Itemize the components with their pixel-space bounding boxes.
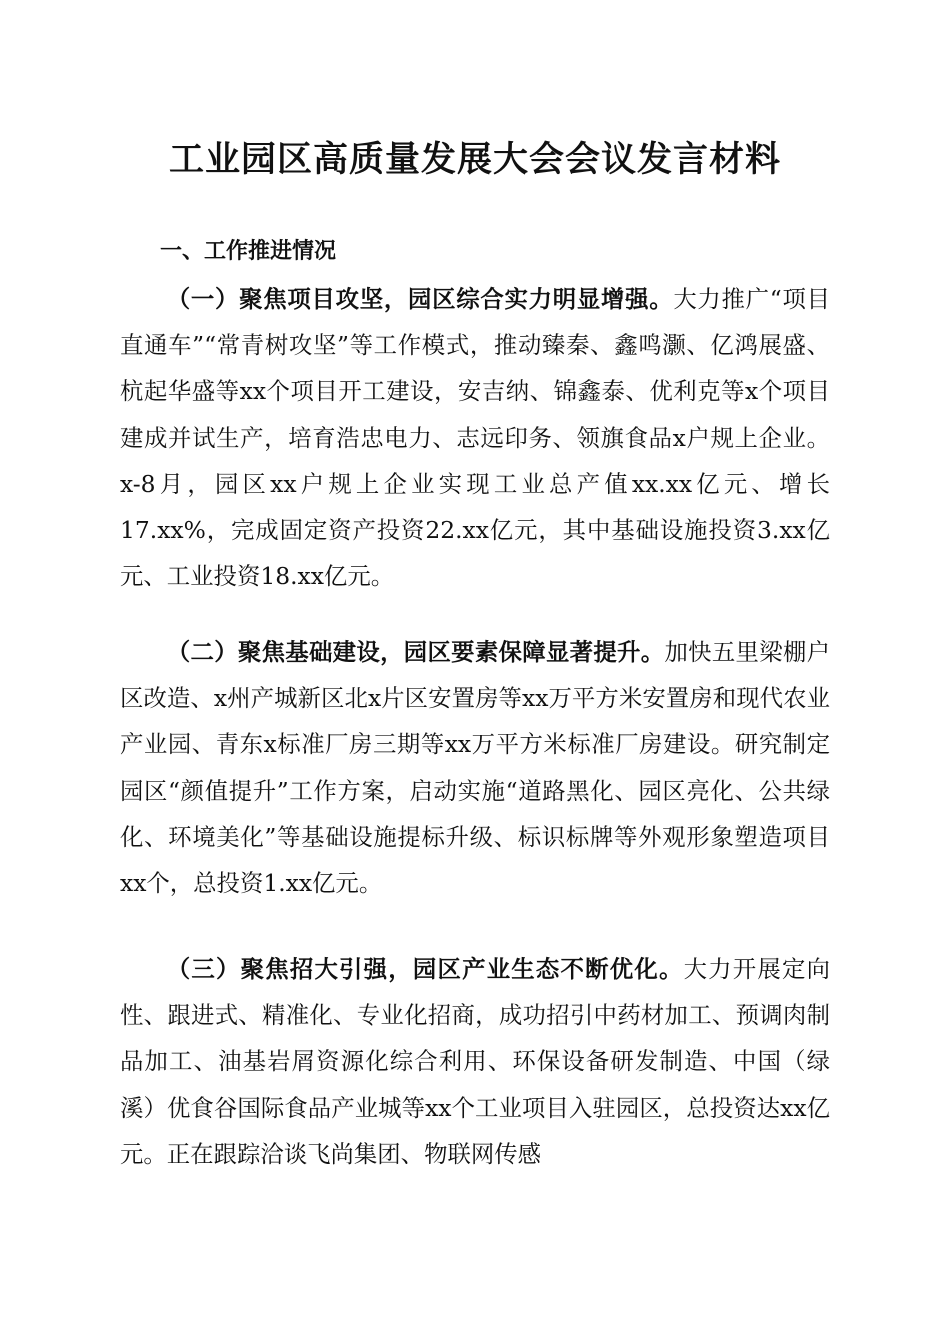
- paragraph-2: [120, 629, 830, 906]
- paragraph-2-text: 加快五里梁棚户区改造、x州产城新区北x片区安置房等xx万平方米安置房和现代农业产业园、青东x标准厂房三期等xx万平方米标准厂房建设。研究制定园区“颜值提升”工作方案，启动实施“道路黑化、园区亮化、公共绿化、环境美化”等基础设施提标升级、标识标牌等外观形象塑造项目xx个，总投资1.xx亿元。: [120, 638, 831, 898]
- paragraph-1-text: 大力推广“项目直通车”“常青树攻坚”等工作模式，推动臻秦、鑫鸣灏、亿鸿展盛、杭起华盛等xx个项目开工建设，安吉纳、锦鑫泰、优利克等x个项目建成并试生产，培育浩忠电力、志远印务、领旗食品x户规上企业。x-8月，园区xx户规上企业实现工业总产值xx.xx亿元、增长17.xx%，完成固定资产投资22.xx亿元，其中基础设施投资3.xx亿元、工业投资18.xx亿元。: [120, 285, 830, 591]
- paragraph-3: [120, 946, 830, 1177]
- document-title: 工业园区高质量发展大会会议发言材料: [168, 139, 781, 180]
- paragraph-1: [120, 276, 830, 599]
- paragraph-2-lead: （二）聚焦基础建设，园区要素保障显著提升。: [166, 638, 665, 666]
- paragraph-3-text: 大力开展定向性、跟进式、精准化、专业化招商，成功招引中药材加工、预调肉制品加工、油基岩屑资源化综合利用、环保设备研发制造、中国（绿溪）优食谷国际食品产业城等xx个工业项目入驻园区，总投资达xx亿元。正在跟踪洽谈飞尚集团、物联网传感: [120, 955, 831, 1168]
- section-heading: 一、工作推进情况: [160, 239, 337, 264]
- paragraph-1-lead: （一）聚焦项目攻坚，园区综合实力明显增强。: [166, 285, 674, 313]
- paragraph-3-lead: （三）聚焦招大引强，园区产业生态不断优化。: [166, 955, 684, 983]
